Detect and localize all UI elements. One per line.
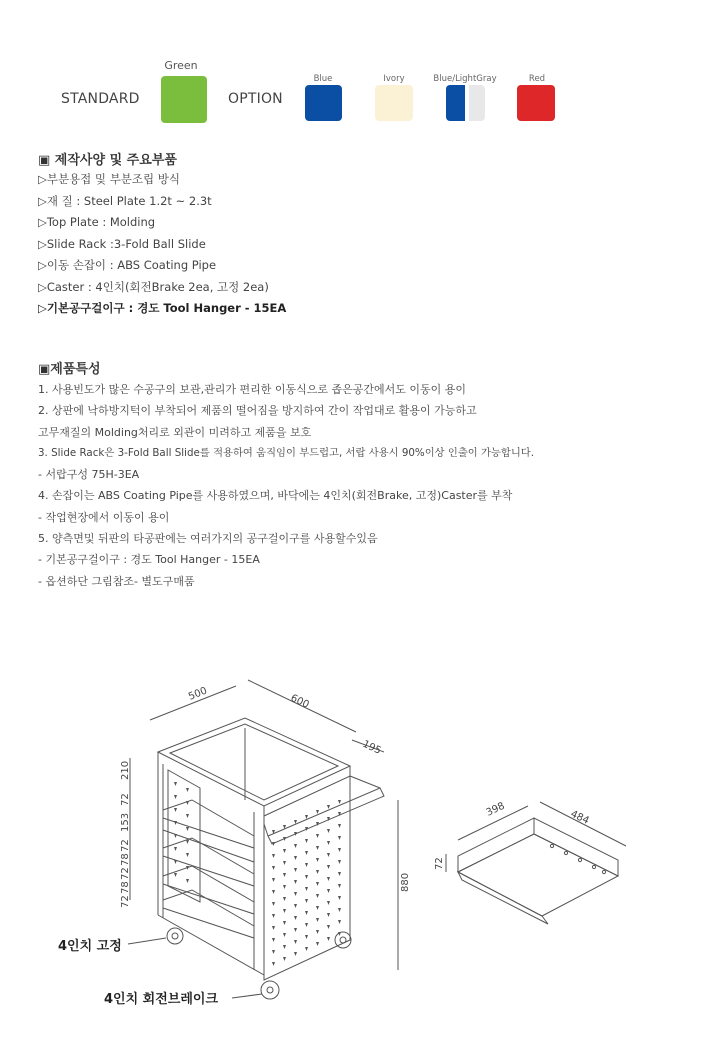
feature-line: 3. Slide Rack은 3-Fold Ball Slide를 적용하여 움직임이 부드럽고, 서랍 사용시 90%이상 인출이 가능합니다. bbox=[38, 446, 534, 459]
pegboard-hole bbox=[283, 957, 286, 961]
pegboard-hole bbox=[174, 795, 177, 799]
pegboard-hole bbox=[305, 923, 308, 927]
drawer-dim-width: 484 bbox=[568, 808, 591, 827]
pegboard-hole bbox=[186, 879, 189, 883]
pegboard-hole bbox=[174, 847, 177, 851]
drawer-dim-height: 72 bbox=[434, 857, 445, 870]
spec-item: ▷Slide Rack :3-Fold Ball Slide bbox=[38, 236, 206, 251]
spec-item: ▷Top Plate : Molding bbox=[38, 215, 156, 229]
feature-line: 5. 양측면및 뒤판의 타공판에는 여러가지의 공구걸이구를 사용할수있음 bbox=[38, 532, 378, 546]
dim-handle: 195 bbox=[360, 738, 383, 757]
pegboard-hole bbox=[305, 947, 308, 951]
pegboard-hole bbox=[294, 856, 297, 860]
callout-brake: 4인치 회전브레이크 bbox=[104, 992, 219, 1007]
features-list bbox=[38, 379, 534, 592]
spec-item: ▷재 질 : Steel Plate 1.2t ~ 2.3t bbox=[38, 193, 212, 208]
pegboard-hole bbox=[316, 810, 319, 814]
pegboard-hole bbox=[294, 916, 297, 920]
pegboard-hole bbox=[338, 908, 341, 912]
drawer-detail bbox=[434, 801, 626, 924]
pegboard-hole bbox=[305, 839, 308, 843]
drawer-dim-depth: 398 bbox=[484, 800, 507, 819]
feature-line: 2. 상판에 낙하방지턱이 부착되어 제품의 떨어짐을 방지하여 간이 작업대로 활용이 가능하고 bbox=[38, 404, 477, 418]
spec-item-tool-hanger: ▷기본공구걸이구 : 경도 Tool Hanger - 15EA bbox=[38, 301, 287, 315]
feature-line: 고무재질의 Molding처리로 외관이 미려하고 제품을 보호 bbox=[38, 425, 312, 439]
pegboard-hole bbox=[327, 853, 330, 857]
pegboard-hole bbox=[283, 873, 286, 877]
pegboard-hole bbox=[174, 808, 177, 812]
pegboard-hole bbox=[294, 868, 297, 872]
pegboard-hole bbox=[186, 814, 189, 818]
pegboard-hole bbox=[316, 858, 319, 862]
pegboard-hole bbox=[338, 872, 341, 876]
pegboard-hole bbox=[186, 853, 189, 857]
pegboard-hole bbox=[272, 854, 275, 858]
cart-dimension-labels bbox=[120, 685, 411, 908]
pegboard-hole bbox=[327, 925, 330, 929]
pegboard-hole bbox=[305, 911, 308, 915]
option-label: OPTION bbox=[228, 91, 283, 107]
pegboard-hole bbox=[305, 851, 308, 855]
dim-h3: 153 bbox=[120, 812, 131, 832]
callout-fixed: 4인치 고정 bbox=[58, 939, 122, 954]
pegboard-hole bbox=[294, 904, 297, 908]
pegboard-hole bbox=[272, 902, 275, 906]
dim-h6: 72 bbox=[120, 867, 131, 880]
pegboard-hole bbox=[316, 918, 319, 922]
feature-line: 1. 사용빈도가 많은 수공구의 보관,관리가 편리한 이동식으로 좁은공간에서도 이동이 용이 bbox=[38, 383, 466, 396]
pegboard-hole bbox=[272, 962, 275, 966]
pegboard-hole bbox=[305, 887, 308, 891]
cart-drawers bbox=[163, 800, 254, 938]
pegboard-hole bbox=[174, 873, 177, 877]
pegboard-hole bbox=[338, 860, 341, 864]
pegboard-hole bbox=[316, 882, 319, 886]
dim-depth: 500 bbox=[187, 685, 209, 703]
pegboard-hole bbox=[316, 942, 319, 946]
swatch-caption-blue-lightgray: Blue/LightGray bbox=[433, 74, 497, 84]
pegboard-hole bbox=[338, 896, 341, 900]
pegboard-hole bbox=[294, 892, 297, 896]
pegboard-hole bbox=[327, 913, 330, 917]
pegboard-hole bbox=[283, 849, 286, 853]
swatch-caption-green: Green bbox=[164, 59, 198, 72]
specs-list bbox=[38, 169, 286, 320]
dim-h8: 72 bbox=[120, 895, 131, 908]
dim-h2: 72 bbox=[120, 793, 131, 806]
pegboard-hole bbox=[338, 836, 341, 840]
spec-item: ▷Caster : 4인치(회전Brake 2ea, 고정 2ea) bbox=[38, 279, 269, 294]
pegboard-hole bbox=[283, 861, 286, 865]
pegboard-hole bbox=[338, 920, 341, 924]
pegboard-hole bbox=[327, 901, 330, 905]
pegboard-hole bbox=[327, 805, 330, 809]
dim-height: 880 bbox=[400, 872, 411, 892]
feature-line: - 옵션하단 그림참조- 별도구매품 bbox=[38, 574, 195, 588]
pegboard-hole bbox=[272, 878, 275, 882]
features-title: ▣제품특성 bbox=[38, 362, 101, 377]
pegboard-hole bbox=[327, 829, 330, 833]
swatch-caption-blue: Blue bbox=[313, 74, 333, 84]
pegboard-hole bbox=[272, 950, 275, 954]
pegboard-hole bbox=[338, 800, 341, 804]
swatch-blue[interactable] bbox=[305, 85, 342, 121]
pegboard-hole bbox=[283, 933, 286, 937]
pegboard-hole bbox=[316, 846, 319, 850]
pegboard-hole bbox=[305, 815, 308, 819]
pegboard-hole bbox=[294, 940, 297, 944]
pegboard-hole bbox=[305, 875, 308, 879]
swatch-ivory[interactable] bbox=[375, 85, 413, 121]
spec-item: ▷이동 손잡이 : ABS Coating Pipe bbox=[38, 258, 217, 272]
swatch-white-stripe bbox=[465, 85, 469, 121]
pegboard-hole bbox=[327, 937, 330, 941]
swatch-blue-lightgray[interactable] bbox=[446, 85, 485, 121]
pegboard-hole bbox=[294, 952, 297, 956]
pegboard-hole bbox=[283, 909, 286, 913]
pegboard-hole bbox=[316, 930, 319, 934]
pegboard-hole bbox=[316, 894, 319, 898]
feature-line: - 작업현장에서 이동이 용이 bbox=[38, 510, 170, 524]
pegboard-hole bbox=[186, 827, 189, 831]
pegboard-hole bbox=[316, 870, 319, 874]
pegboard-hole bbox=[327, 877, 330, 881]
pegboard-hole bbox=[283, 897, 286, 901]
pegboard-hole bbox=[186, 788, 189, 792]
dim-width: 600 bbox=[288, 692, 311, 711]
dim-h5: 78 bbox=[120, 853, 131, 866]
pegboard-hole bbox=[305, 863, 308, 867]
feature-line: - 서랍구성 75H-3EA bbox=[38, 468, 140, 482]
pegboard-hole bbox=[316, 834, 319, 838]
standard-label: STANDARD bbox=[61, 91, 140, 107]
callouts bbox=[58, 938, 262, 1007]
swatch-caption-red: Red bbox=[528, 74, 546, 84]
cart-frame bbox=[158, 728, 264, 975]
dim-h7: 78 bbox=[120, 881, 131, 894]
pegboard-hole bbox=[272, 938, 275, 942]
pegboard-hole bbox=[283, 945, 286, 949]
pegboard-hole bbox=[305, 899, 308, 903]
pegboard-hole bbox=[338, 824, 341, 828]
pegboard-hole bbox=[316, 906, 319, 910]
pegboard-hole bbox=[283, 921, 286, 925]
swatch-blue-half bbox=[446, 85, 465, 121]
pegboard-hole bbox=[186, 840, 189, 844]
pegboard-hole bbox=[294, 844, 297, 848]
swatch-green[interactable] bbox=[161, 76, 207, 123]
pegboard-hole bbox=[294, 928, 297, 932]
dim-h1: 210 bbox=[120, 760, 131, 780]
feature-line: 4. 손잡이는 ABS Coating Pipe를 사용하였으며, 바닥에는 4인치(회전Brake, 고정)Caster를 부착 bbox=[38, 489, 513, 503]
pegboard-hole bbox=[272, 866, 275, 870]
dim-h4: 72 bbox=[120, 839, 131, 852]
pegboard-hole bbox=[294, 880, 297, 884]
cart-handle bbox=[264, 776, 384, 844]
pegboard-hole bbox=[338, 848, 341, 852]
pegboard-hole bbox=[305, 935, 308, 939]
pegboard-hole bbox=[272, 890, 275, 894]
pegboard-hole bbox=[283, 885, 286, 889]
cart-technical-drawing bbox=[0, 640, 709, 1063]
casters bbox=[167, 928, 351, 999]
pegboard-hole bbox=[327, 841, 330, 845]
pegboard-hole bbox=[338, 884, 341, 888]
pegboard-hole bbox=[272, 914, 275, 918]
feature-line: - 기본공구걸이구 : 경도 Tool Hanger - 15EA bbox=[38, 553, 260, 567]
swatch-red[interactable] bbox=[517, 85, 555, 121]
swatch-caption-ivory: Ivory bbox=[383, 74, 405, 84]
pegboard-hole bbox=[174, 782, 177, 786]
pegboard-hole bbox=[327, 889, 330, 893]
specs-title: ▣ 제작사양 및 주요부품 bbox=[38, 153, 177, 168]
spec-item: ▷부분용접 및 부분조립 방식 bbox=[38, 172, 181, 186]
pegboard-hole bbox=[327, 865, 330, 869]
pegboard-hole bbox=[272, 926, 275, 930]
